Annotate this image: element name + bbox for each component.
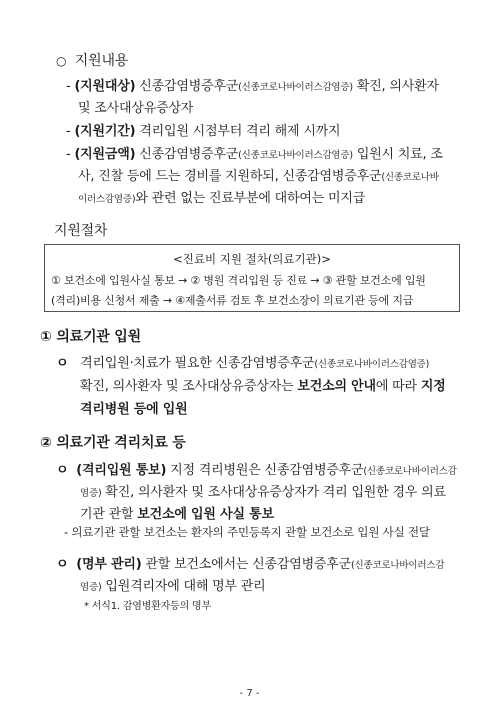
support-amount-line2: 사, 진찰 등에 드는 경비를 지원하되, 신종감염병증후군(신종코로나바 <box>78 169 439 184</box>
section2-item2-note: * 서식1. 감염병환자등의 명부 <box>84 601 211 612</box>
procedure-box-line1: ① 보건소에 입원사실 통보 → ② 병원 격리입원 등 진료 → ③ 관할 보건소에 입원 <box>51 274 426 287</box>
procedure-box <box>44 244 460 312</box>
section1-marker: ㅇ <box>56 356 69 371</box>
section1-heading: ① 의료기관 입원 <box>40 329 141 345</box>
section2-item2-line2: 염증) 입원격리자에 대해 명부 관리 <box>80 579 266 594</box>
support-target-line2: 및 조사대상유증상자 <box>78 101 194 116</box>
procedure-heading: 지원절차 <box>54 223 108 239</box>
support-target-item: - (지원대상) 신종감염병증후군(신종코로나바이러스감염증) 확진, 의사환자 <box>66 79 439 94</box>
section1-line1: ㅇ 격리입원·치료가 필요한 신종감염병증후군(신종코로나바이러스감염증) <box>56 356 430 371</box>
support-amount-item: - (지원금액) 신종감염병증후군(신종코로나바이러스감염증) 입원시 치료, 조 <box>66 147 443 162</box>
procedure-box-title: <진료비 지원 절차(의료기관)> <box>173 252 331 266</box>
section1-line2: 확진, 의사환자 및 조사대상유증상자는 보건소의 안내에 따라 지정 <box>80 379 446 394</box>
bullet-marker: ○ <box>56 54 67 68</box>
support-period-item: - (지원기간) 격리입원 시점부터 격리 해제 시까지 <box>66 124 341 139</box>
page-number: - 7 - <box>239 688 260 699</box>
section2-heading: ② 의료기관 격리치료 등 <box>40 435 186 451</box>
section2-item1-line3: 기관 관할 보건소에 입원 사실 통보 <box>80 507 274 522</box>
procedure-box-line2: (격리)비용 신청서 제출 → ④제출서류 검토 후 보건소장이 의료기관 등에 지급 <box>51 294 414 307</box>
section2-item2-line1: ㅇ (명부 관리) 관할 보건소에서는 신종감염병증후군(신종코로나바이러스감 <box>56 557 445 572</box>
support-heading: ○ 지원내용 <box>56 53 129 69</box>
section2-item1-line2: 염증) 확진, 의사환자 및 조사대상유증상자가 격리 입원한 경우 의료 <box>80 485 446 500</box>
section2-item1-line1: ㅇ (격리입원 통보) 지정 격리병원은 신종감염병증후군(신종코로나바이러스감 <box>56 463 457 478</box>
support-amount-line3: 이러스감염증)와 관련 없는 진료부분에 대하여는 미지급 <box>78 191 366 206</box>
section2-item1-subnote: - 의료기관 관할 보건소는 환자의 주민등록지 관할 보건소로 입원 사실 전달 <box>64 525 430 539</box>
section1-line3: 격리병원 등에 입원 <box>80 402 188 417</box>
